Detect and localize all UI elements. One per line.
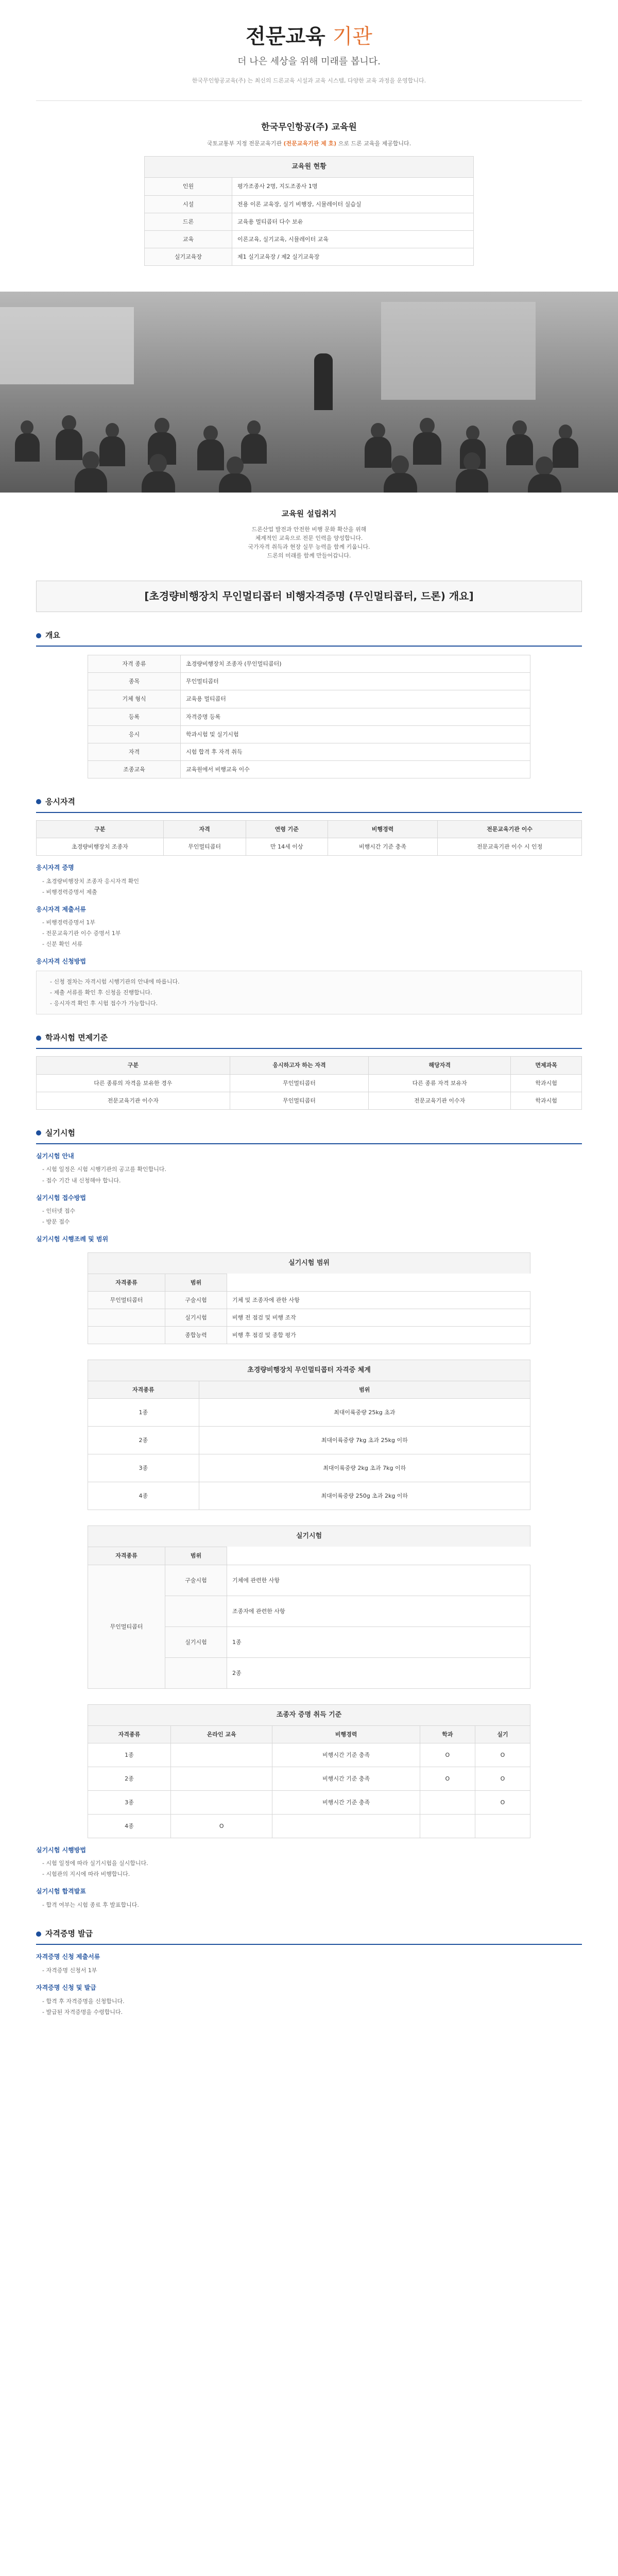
audience-head [371,423,385,438]
scope-desc: 비행 전 점검 및 비행 조작 [227,1309,530,1327]
text-line: - 합격 여부는 시험 종료 후 발표합니다. [42,1902,139,1908]
audience-head [82,451,99,470]
table-row [88,708,530,725]
table-cell: 1종 [88,1743,171,1767]
audience-head [536,456,553,476]
text-line: - 비행경력증명서 제출 [42,888,97,895]
table-row [88,1767,530,1790]
overview-header [36,630,582,647]
qualification-title: 응시자격 [45,796,75,806]
bullet-icon [36,1931,41,1937]
weight-table [88,1381,530,1510]
page-description: 한국무인항공교육(주) 는 최신의 드론교육 시설과 교육 시스템, 다양한 교육 과정을 운영합니다. [192,77,426,84]
photo-screen [0,307,134,384]
qualification-section [36,796,582,1015]
photo-window [381,302,536,400]
row-key: 자격 [88,743,181,760]
detail-desc: 기체에 관련한 사항 [227,1565,530,1596]
qual-sub1: 응시자격 증명 [36,864,74,872]
exemption-header [36,1032,582,1049]
column-header: 자격종류 [88,1725,171,1743]
text-line: - 비행경력증명서 1부 [42,919,95,926]
column-header: 자격종류 [88,1274,165,1291]
qualification-header [36,796,582,813]
column-header: 연령 기준 [246,820,328,838]
overview-table [88,655,530,778]
purpose-line: 드론산업 발전과 안전한 비행 문화 확산을 위해 [251,526,367,533]
qual-lines2 [36,917,582,950]
row-value: 교육용 멀티콥터 다수 보유 [232,213,474,230]
table-cell: 무인멀티콥터 [230,1074,369,1092]
lic-lines1 [36,1965,582,1976]
column-header: 구분 [37,820,164,838]
column-header: 비행경력 [272,1725,420,1743]
column-header: 온라인 교육 [170,1725,272,1743]
scope-desc: 비행 후 점검 및 종합 평가 [227,1327,530,1344]
row-key: 기체 형식 [88,690,181,708]
license-title: 자격증명 발급 [45,1929,93,1939]
table-cell: 최대이륙중량 2kg 초과 7kg 이하 [199,1454,530,1482]
title-accent: 기관 [332,25,372,48]
prac-sub3: 실기시험 시행조례 및 범위 [36,1235,109,1243]
audience-body [75,468,107,493]
row-value: 이론교육, 실기교육, 시뮬레이터 교육 [232,230,474,248]
table-cell: O [475,1767,530,1790]
text-line: - 시험 일정에 따라 실기시험을 실시합니다. [42,1860,148,1867]
column-header: 비행경력 [328,820,437,838]
table-row [88,1482,530,1510]
audience-head [154,418,169,434]
qual-sub3: 응시자격 신청방법 [36,958,86,965]
overview-title: 개요 [45,631,60,640]
table-cell: 최대이륙중량 25kg 초과 [199,1399,530,1427]
practical-section [36,1127,582,1910]
table-row [88,673,530,690]
table-cell [475,1814,530,1838]
bullet-icon [36,799,41,804]
audience-body [365,437,392,468]
detail-desc: 1종 [227,1626,530,1657]
row-value: 평가조종사 2명, 지도조종사 1명 [232,178,474,195]
table-cell: 전문교육기관 이수 시 인정 [438,838,582,856]
row-key: 교육 [145,230,232,248]
audience-head [464,452,480,471]
prac-sub2: 실기시험 접수방법 [36,1194,86,1201]
purpose-line: 드론의 미래를 함께 만들어갑니다. [267,552,351,560]
table-row [145,230,474,248]
institution-name: 한국무인항공(주) 교육원 [261,122,357,132]
column-header: 면제과목 [511,1057,582,1074]
bullet-icon [36,1036,41,1041]
table-cell: 최대이륙중량 7kg 초과 25kg 이하 [199,1427,530,1454]
table-cell: 전문교육기관 이수자 [369,1092,511,1109]
audience-head [227,456,244,475]
text-line: - 시험관의 지시에 따라 비행합니다. [42,1871,130,1878]
bullet-icon [36,633,41,638]
scope-table [88,1274,530,1344]
table-cell [170,1790,272,1814]
table-row [88,725,530,743]
audience-body [99,436,125,466]
column-header: 응시하고자 하는 자격 [230,1057,369,1074]
purpose-block [0,508,618,560]
column-header: 실기 [475,1725,530,1743]
criteria-table [88,1725,530,1838]
table-row [88,655,530,673]
prac-lines4 [36,1858,582,1879]
text-line: - 시험 일정은 시험 시행기관의 공고를 확인합니다. [42,1166,166,1173]
audience-head [62,415,76,431]
detail-desc: 2종 [227,1657,530,1688]
table-cell: 다른 종류의 자격을 보유한 경우 [37,1074,230,1092]
purpose-line: 체계적인 교육으로 전문 인력을 양성합니다. [255,535,363,541]
column-header: 범위 [165,1274,227,1291]
audience-head [106,423,119,438]
table-cell: 비행시간 기준 충족 [272,1743,420,1767]
column-header: 구분 [37,1057,230,1074]
table-row [37,1074,582,1092]
table-row [88,1743,530,1767]
detail-area [165,1596,227,1626]
page-subtitle: 더 나은 세상을 위해 미래를 봅니다. [237,56,381,67]
prac-lines1 [36,1164,582,1185]
row-key: 드론 [145,213,232,230]
table-row [88,1327,530,1344]
detail-area: 실기시험 [165,1626,227,1657]
text-line: - 접수 기간 내 신청해야 합니다. [42,1177,121,1184]
detail-area: 구술시험 [165,1565,227,1596]
lecture-photo [0,292,618,493]
table-row [88,1399,530,1427]
scope-area: 실기시험 [165,1309,227,1327]
row-value: 교육원에서 비행교육 이수 [181,760,530,778]
audience-head [559,425,572,439]
audience-body [56,429,83,460]
column-header: 학과 [420,1725,475,1743]
purpose-line: 국가자격 취득과 현장 실무 능력을 함께 키웁니다. [248,544,370,551]
text-line: - 초경량비행장치 조종자 응시자격 확인 [42,877,139,885]
scope-caption: 실기시험 범위 [88,1252,530,1274]
scope-desc: 기체 및 조종자에 관한 사항 [227,1292,530,1309]
desc-suffix: 으로 드론 교육을 제공합니다. [338,140,411,147]
table-row [88,760,530,778]
qual-lines3 [36,971,582,1014]
practical-title: 실기시험 [45,1128,75,1138]
table-cell: 학과시험 [511,1074,582,1092]
table-row [88,1565,530,1596]
scope-category [88,1309,165,1327]
detail-table [88,1547,530,1688]
institution-block [144,121,474,266]
row-key: 자격 종류 [88,655,181,673]
table-cell: 1종 [88,1399,199,1427]
audience-head [420,418,435,434]
audience-head [21,420,33,435]
table-row [88,1454,530,1482]
column-header: 전문교육기관 이수 [438,820,582,838]
table-cell [170,1743,272,1767]
table-cell [420,1814,475,1838]
audience-body [241,434,267,464]
institution-table [144,177,474,265]
table-row [88,1292,530,1309]
table-row [145,178,474,195]
detail-desc: 조종자에 관련한 사항 [227,1596,530,1626]
audience-head [512,420,527,436]
text-line: - 응시자격 확인 후 시험 접수가 가능합니다. [50,1000,158,1007]
scope-area: 구술시험 [165,1292,227,1309]
table-cell: 3종 [88,1454,199,1482]
overview-heading: [초경량비행장치 무인멀티콥터 비행자격증명 (무인멀티콥터, 드론) 개요] [36,581,582,612]
audience-body [528,474,561,493]
audience-head [391,455,409,474]
table-row [88,1790,530,1814]
table-cell: 비행시간 기준 충족 [272,1767,420,1790]
prac-sub5: 실기시험 합격발표 [36,1888,86,1895]
row-key: 인원 [145,178,232,195]
row-value: 자격증명 등록 [181,708,530,725]
table-row [88,1814,530,1838]
column-header: 범위 [165,1547,227,1565]
photo-speaker [314,353,333,410]
table-cell [170,1767,272,1790]
prac-lines2 [36,1206,582,1227]
license-section [36,1928,582,2018]
table-cell: 학과시험 [511,1092,582,1109]
text-line: - 제출 서류를 확인 후 신청을 진행합니다. [50,989,152,996]
overview-section [36,630,582,778]
row-key: 조종교육 [88,760,181,778]
table-cell: O [475,1743,530,1767]
audience-body [384,473,417,493]
exemption-section [36,1032,582,1109]
row-value: 초경량비행장치 조종자 (무인멀티콥터) [181,655,530,673]
table-cell: 만 14세 이상 [246,838,328,856]
table-cell: 2종 [88,1427,199,1454]
row-value: 제1 실기교육장 / 제2 실기교육장 [232,248,474,265]
table-cell: O [420,1767,475,1790]
desc-prefix: 국토교통부 지정 전문교육기관 [207,140,282,147]
scope-category [88,1327,165,1344]
detail-caption: 실기시험 [88,1526,530,1547]
lic-sub1: 자격증명 신청 제출서류 [36,1953,100,1961]
table-cell [272,1814,420,1838]
exemption-title: 학과시험 면제기준 [45,1033,108,1043]
row-key: 실기교육장 [145,248,232,265]
text-line: - 인터넷 접수 [42,1208,76,1215]
audience-body [456,469,488,493]
table-row [145,195,474,213]
table-cell: 3종 [88,1790,171,1814]
row-key: 시설 [145,195,232,213]
table-cell: 무인멀티콥터 [230,1092,369,1109]
audience-body [506,434,534,465]
title-main: 전문교육 [246,25,325,48]
detail-area [165,1657,227,1688]
column-header: 자격 [163,820,246,838]
table-cell: 비행시간 기준 충족 [272,1790,420,1814]
practical-header [36,1127,582,1144]
table-cell: 비행시간 기준 충족 [328,838,437,856]
table-row [88,1427,530,1454]
table-row [145,213,474,230]
prac-lines5 [36,1900,582,1910]
audience-body [15,433,40,462]
purpose-lines [0,525,618,560]
audience-head [466,426,479,440]
bullet-icon [36,1130,41,1136]
table-row [88,1309,530,1327]
institution-table-caption: 교육원 현황 [144,156,474,177]
qual-sub2: 응시자격 제출서류 [36,905,86,913]
table-cell: 전문교육기관 이수자 [37,1092,230,1109]
detail-category: 무인멀티콥터 [88,1565,165,1688]
table-cell: 다른 종류 자격 보유자 [369,1074,511,1092]
table-cell: 초경량비행장치 조종자 [37,838,164,856]
prac-sub1: 실기시험 안내 [36,1152,74,1160]
text-line: - 신분 확인 서류 [42,941,83,948]
row-key: 응시 [88,725,181,743]
audience-body [413,432,441,464]
audience-head [203,426,218,441]
audience-body [553,438,578,468]
audience-body [142,471,175,493]
text-line: - 방문 접수 [42,1218,70,1226]
table-cell: O [170,1814,272,1838]
column-header: 해당자격 [369,1057,511,1074]
audience-head [247,420,261,435]
prac-sub4: 실기시험 시행방법 [36,1846,86,1854]
divider [36,100,582,101]
table-cell: 4종 [88,1482,199,1510]
text-line: - 자격증명 신청서 1부 [42,1967,97,1974]
table-cell: O [420,1743,475,1767]
row-key: 등록 [88,708,181,725]
table-cell: 최대이륙중량 250g 초과 2kg 이하 [199,1482,530,1510]
audience-body [219,473,251,493]
row-key: 종목 [88,673,181,690]
institution-description [144,139,474,148]
row-value: 전용 이론 교육장, 실기 비행장, 시뮬레이터 실습실 [232,195,474,213]
scope-area: 종합능력 [165,1327,227,1344]
audience-head [149,454,167,473]
text-line: - 발급된 자격증명을 수령합니다. [42,2008,123,2015]
table-row [88,690,530,708]
table-row [145,248,474,265]
table-row [88,743,530,760]
table-cell: O [475,1790,530,1814]
row-value: 시험 합격 후 자격 취득 [181,743,530,760]
lic-sub2: 자격증명 신청 및 발급 [36,1984,96,1991]
text-line: - 합격 후 자격증명을 신청합니다. [42,1997,125,2005]
row-value: 학과시험 및 실기시험 [181,725,530,743]
criteria-caption: 조종자 증명 취득 기준 [88,1704,530,1725]
column-header: 자격종류 [88,1547,165,1565]
page-title [0,21,618,53]
text-line: - 신청 절차는 자격시험 시행기관의 안내에 따릅니다. [50,978,180,986]
text-line: - 전문교육기관 이수 증명서 1부 [42,930,121,937]
purpose-title: 교육원 설립취지 [281,509,337,518]
audience-body [197,439,225,470]
desc-highlight: (전문교육기관 제 호) [283,140,337,147]
table-cell: 4종 [88,1814,171,1838]
weight-caption: 초경량비행장치 무인멀티콥터 자격증 체계 [88,1360,530,1381]
column-header: 자격종류 [88,1381,199,1399]
row-value: 교육용 멀티콥터 [181,690,530,708]
license-header [36,1928,582,1945]
qualification-table [36,820,582,856]
scope-category: 무인멀티콥터 [88,1292,165,1309]
qual-lines1 [36,876,582,897]
exemption-table [36,1056,582,1109]
row-value: 무인멀티콥터 [181,673,530,690]
table-cell: 2종 [88,1767,171,1790]
table-row [37,1092,582,1109]
table-cell: 무인멀티콥터 [163,838,246,856]
lic-lines2 [36,1996,582,2018]
column-header: 범위 [199,1381,530,1399]
table-cell [420,1790,475,1814]
